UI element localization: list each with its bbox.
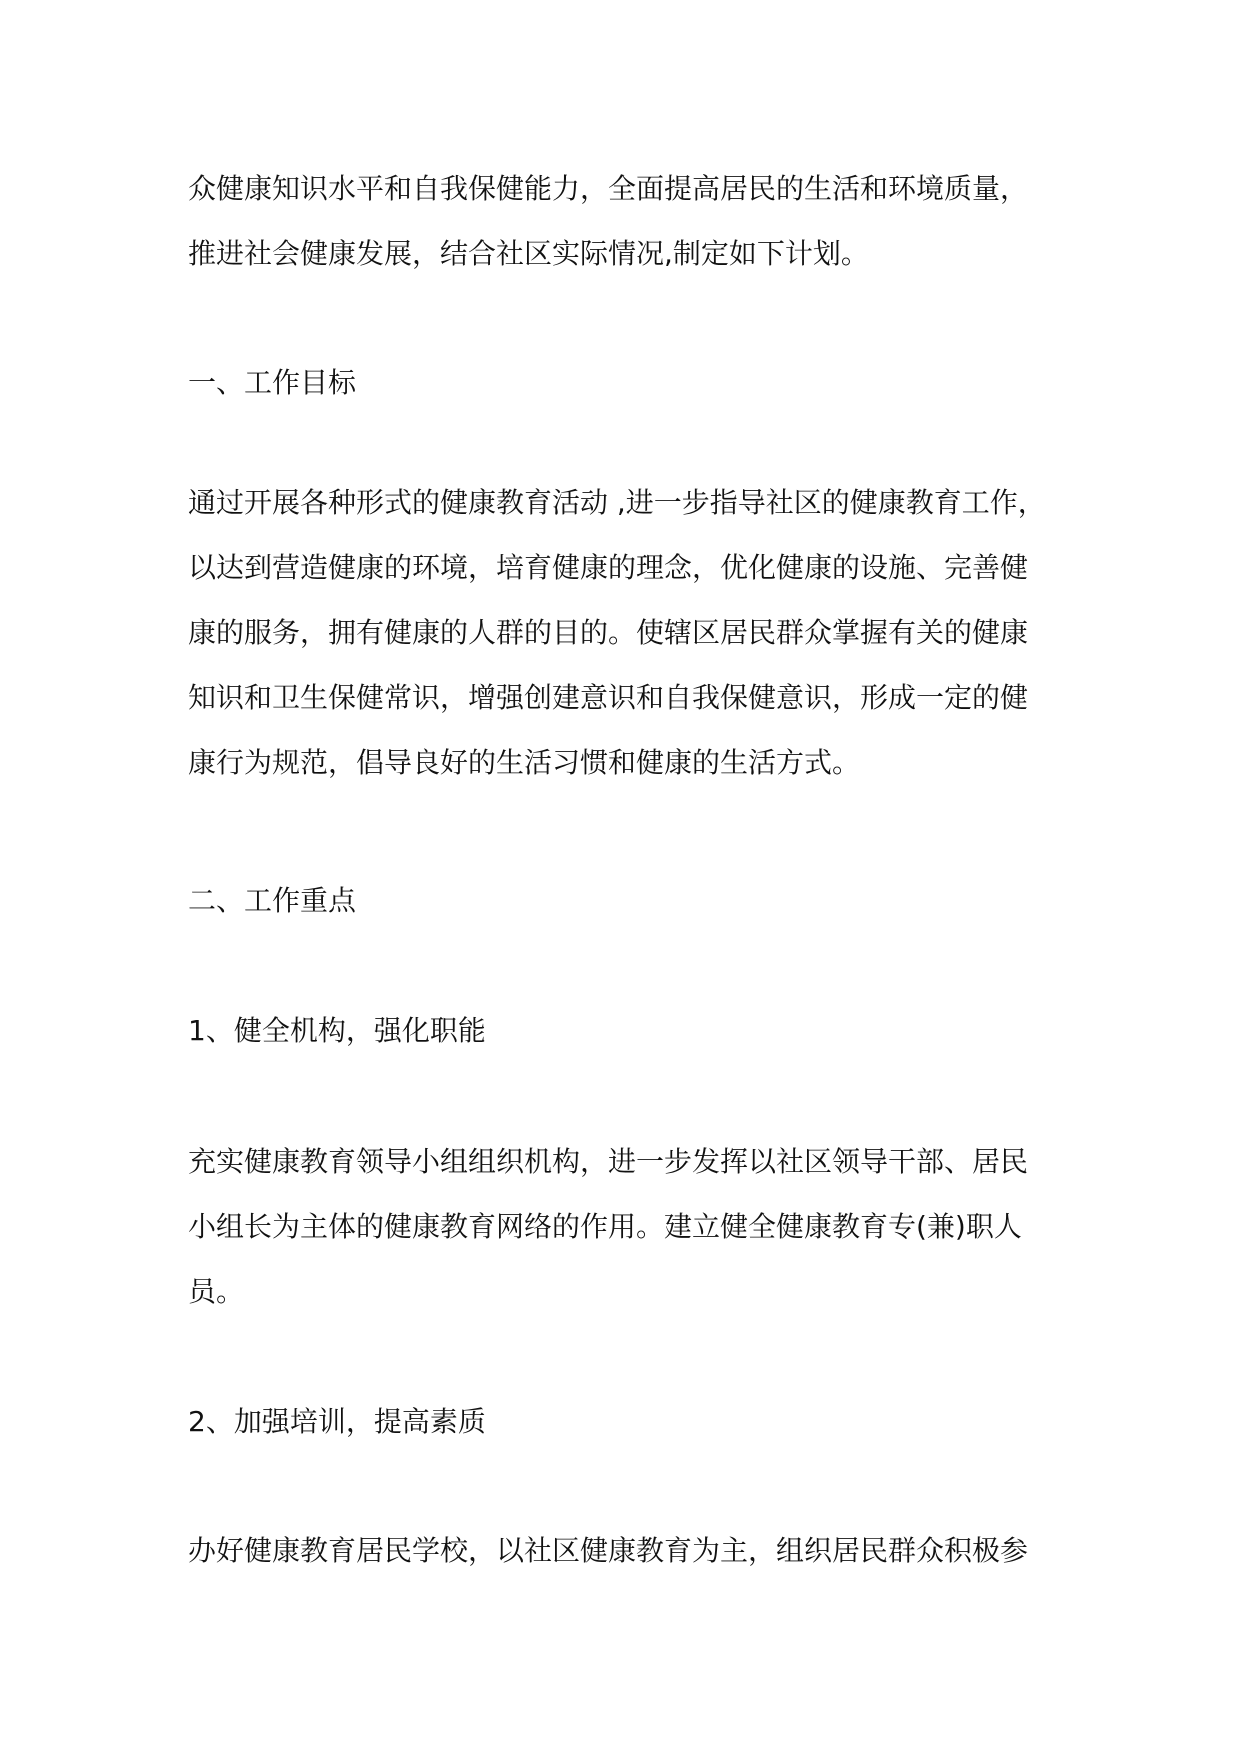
- paragraph-line: 小组长为主体的健康教育网络的作用。建立健全健康教育专(兼)职人: [188, 1210, 1022, 1243]
- item-2-paragraph: [188, 1518, 1088, 1583]
- paragraph-line: 通过开展各种形式的健康教育活动 ,进一步指导社区的健康教育工作，: [188, 486, 1046, 519]
- section-heading-focus: [188, 868, 1088, 933]
- paragraph-line: 知识和卫生保健常识，增强创建意识和自我保健意识，形成一定的健: [188, 681, 1029, 714]
- item-heading-1: [188, 998, 1088, 1063]
- paragraph-line: 康行为规范，倡导良好的生活习惯和健康的生活方式。: [188, 746, 861, 779]
- intro-paragraph: [188, 156, 1088, 286]
- heading-text: 一、工作目标: [188, 366, 357, 399]
- item-1-paragraph: [188, 1129, 1088, 1324]
- paragraph-line: 推进社会健康发展，结合社区实际情况,制定如下计划。: [188, 237, 869, 270]
- paragraph-line: 办好健康教育居民学校，以社区健康教育为主，组织居民群众积极参: [188, 1534, 1029, 1567]
- item-heading-2: [188, 1389, 1088, 1454]
- goals-paragraph: [188, 470, 1088, 795]
- paragraph-line: 员。: [188, 1275, 245, 1308]
- paragraph-line: 康的服务，拥有健康的人群的目的。使辖区居民群众掌握有关的健康: [188, 616, 1029, 649]
- paragraph-line: 众健康知识水平和自我保健能力，全面提高居民的生活和环境质量，: [188, 172, 1029, 205]
- section-heading-goals: [188, 350, 1088, 415]
- heading-text: 二、工作重点: [188, 884, 357, 917]
- heading-text: 2、加强培训，提高素质: [188, 1405, 486, 1438]
- paragraph-line: 以达到营造健康的环境，培育健康的理念，优化健康的设施、完善健: [188, 551, 1029, 584]
- heading-text: 1、健全机构，强化职能: [188, 1014, 486, 1047]
- paragraph-line: 充实健康教育领导小组组织机构，进一步发挥以社区领导干部、居民: [188, 1145, 1029, 1178]
